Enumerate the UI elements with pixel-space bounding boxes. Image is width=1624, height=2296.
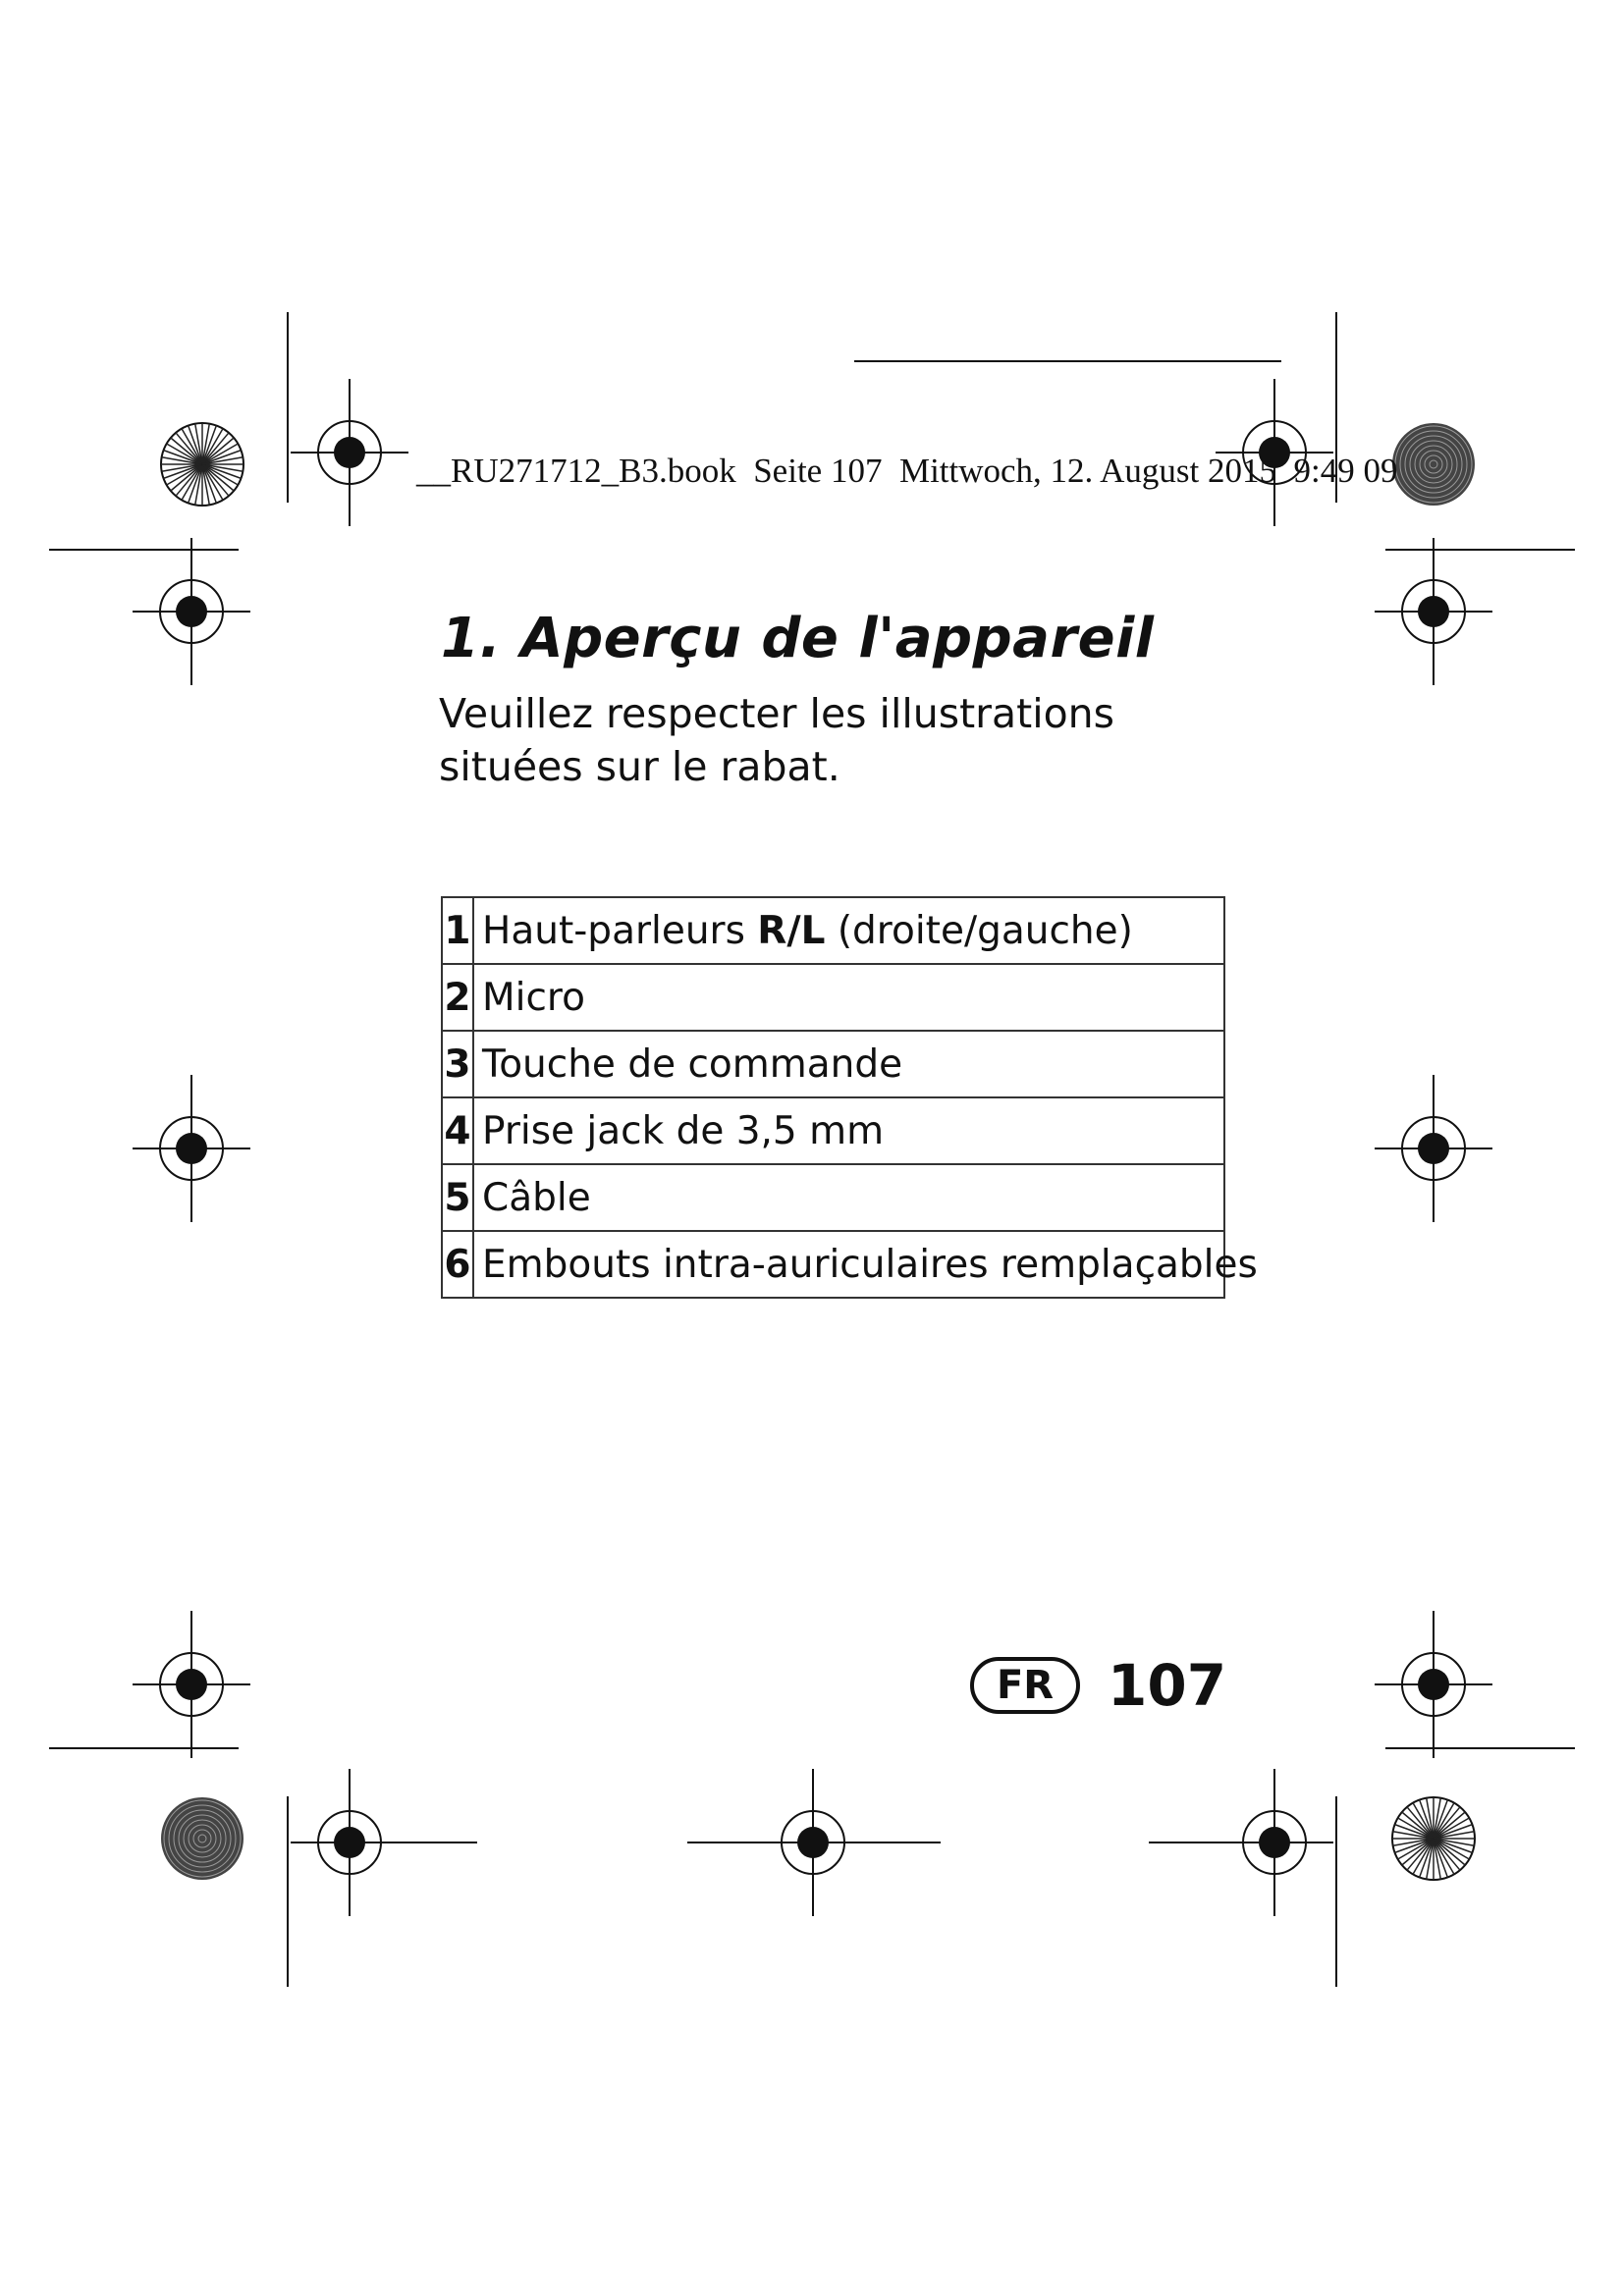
table-row: [442, 1231, 1224, 1298]
registration-mark-icon: [1375, 1611, 1492, 1758]
part-text: Embouts intra-auriculaires remplaçables: [482, 1242, 1258, 1287]
part-text: Haut-parleurs: [482, 908, 758, 953]
part-text: Câble: [482, 1175, 591, 1220]
part-description: [473, 1031, 1224, 1097]
part-number: 5: [442, 1164, 473, 1231]
registration-mark-icon: [133, 538, 250, 685]
part-number: 6: [442, 1231, 473, 1298]
part-text-suffix: (droite/gauche): [825, 908, 1133, 953]
parts-table: [441, 896, 1258, 1299]
part-number: 4: [442, 1097, 473, 1164]
part-description: [473, 897, 1224, 964]
registration-mark-icon: [133, 1611, 250, 1758]
part-number: 1: [442, 897, 473, 964]
table-row: [442, 1031, 1224, 1097]
starburst-mark-icon: [161, 423, 244, 506]
table-row: [442, 1097, 1224, 1164]
registration-mark-icon: [291, 379, 408, 526]
part-text: Prise jack de 3,5 mm: [482, 1108, 885, 1153]
part-number: 3: [442, 1031, 473, 1097]
table-row: [442, 1164, 1224, 1231]
registration-mark-icon: [133, 1075, 250, 1222]
part-text-bold: R/L: [757, 908, 826, 953]
table-row: [442, 964, 1224, 1031]
part-text: Touche de commande: [482, 1041, 903, 1087]
part-number: 2: [442, 964, 473, 1031]
registration-mark-icon: [1375, 538, 1492, 685]
intro-text: Veuillez respecter les illustrations situées sur le rabat.: [439, 690, 1115, 790]
page-footer: [970, 1651, 1226, 1720]
starburst-mark-icon: [1392, 1797, 1475, 1880]
part-description: [473, 1231, 1258, 1298]
section-title: 1. Aperçu de l'appareil: [441, 607, 1155, 670]
part-description: [473, 1097, 1224, 1164]
part-description: [473, 1164, 1224, 1231]
registration-mark-icon: [1375, 1075, 1492, 1222]
page-number: 107: [1108, 1652, 1227, 1719]
print-slug: __RU271712_B3.book Seite 107 Mittwoch, 12. August 2015 9:49 09: [416, 452, 1398, 490]
language-badge: FR: [970, 1657, 1080, 1714]
part-text: Micro: [482, 975, 585, 1020]
part-description: [473, 964, 1224, 1031]
concentric-mark-icon: [1392, 423, 1475, 506]
table-row: [442, 897, 1224, 964]
concentric-mark-icon: [161, 1797, 244, 1880]
